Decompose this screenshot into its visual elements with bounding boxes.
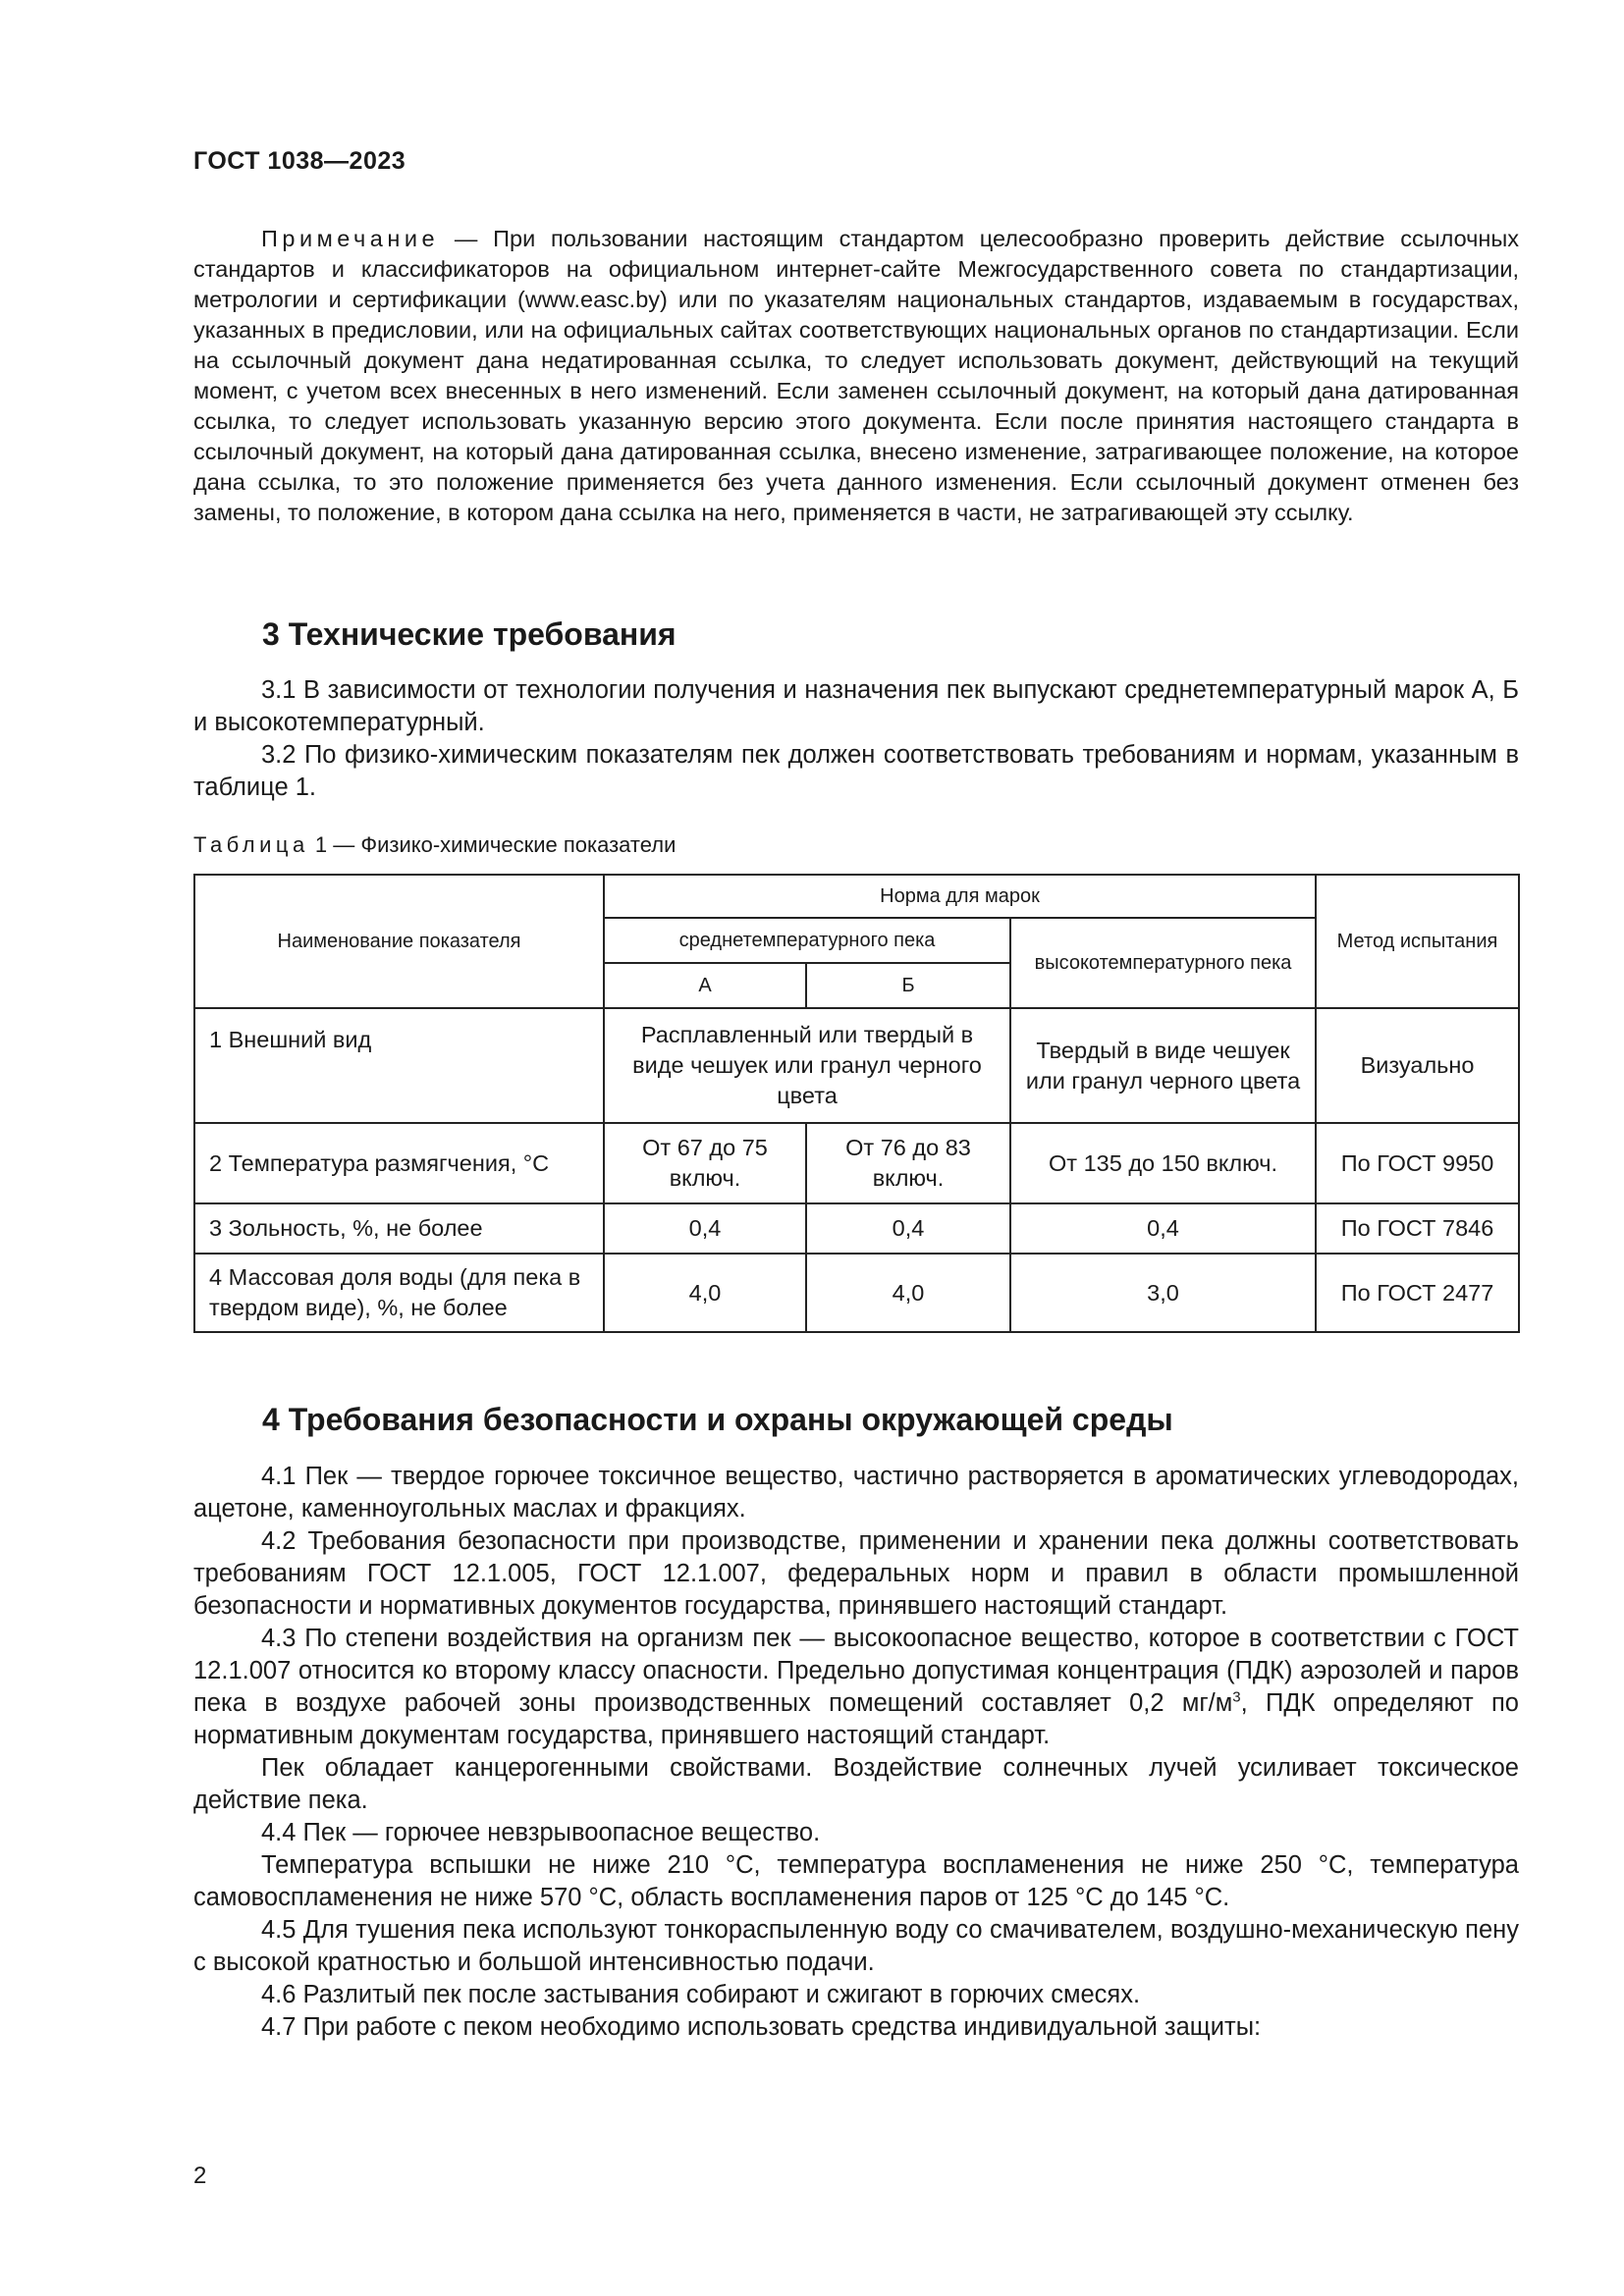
para-4-4-b: Температура вспышки не ниже 210 °С, температура воспламенения не ниже 250 °С, температура самовоспламенения не ниже 570 °С, область воспламенения паров от 125 °С до 145 °С.	[193, 1851, 1519, 1911]
doc-header: ГОСТ 1038—2023	[193, 147, 406, 175]
cell-name: 4 Массовая доля воды (для пека в твердом виде), %, не более	[194, 1254, 604, 1332]
cell-method: По ГОСТ 7846	[1316, 1203, 1519, 1254]
cell-b: 0,4	[806, 1203, 1010, 1254]
cell-method: По ГОСТ 2477	[1316, 1254, 1519, 1332]
cell-ab: Расплавленный или твердый в виде чешуек или гранул черного цвета	[604, 1008, 1010, 1123]
para-4-3-tail: , ПДК определяют по нормативным документам государства, принявшего настоящий стандарт.	[193, 1689, 1519, 1749]
para-4-3-text: 4.3 По степени воздействия на организм пек — высокоопасное вещество, которое в соответствии с ГОСТ 12.1.007 относится ко второму классу опасности. Предельно допустимая концентрация (ПДК) аэрозолей и паров пека в воздухе рабочей зоны производственных помещений составляет 0,2 мг/м	[193, 1625, 1519, 1717]
cell-name: 3 Зольность, %, не более	[194, 1203, 604, 1254]
table-row	[194, 1254, 1519, 1332]
para-4-1: 4.1 Пек — твердое горючее токсичное вещество, частично растворяется в ароматических углеводородах, ацетоне, каменноугольных маслах и фракциях.	[193, 1463, 1519, 1522]
cell-name: 2 Температура размягчения, °С	[194, 1123, 604, 1203]
para-4-3-b: Пек обладает канцерогенными свойствами. Воздействие солнечных лучей усиливает токсическое действие пека.	[193, 1754, 1519, 1814]
cell-a: 4,0	[604, 1254, 806, 1332]
para-4-2: 4.2 Требования безопасности при производстве, применении и хранении пека должны соответствовать требованиям ГОСТ 12.1.005, ГОСТ 12.1.007, федеральных норм и правил в области промышленной безопасности и нормативных документов государства, принявшего настоящий стандарт.	[193, 1527, 1519, 1620]
table-row	[194, 1123, 1519, 1203]
th-medium: среднетемпературного пека	[604, 918, 1010, 963]
th-grade-a: А	[604, 963, 806, 1008]
table-1	[193, 874, 1520, 1333]
reference-note	[193, 224, 1519, 528]
cell-high: От 135 до 150 включ.	[1010, 1123, 1316, 1203]
para-4-3	[193, 1623, 1519, 1752]
para-4-4: 4.4 Пек — горючее невзрывоопасное вещество.	[261, 1819, 821, 1846]
th-method: Метод испытания	[1316, 875, 1519, 1008]
caption-label: Таблица	[193, 832, 309, 857]
para-3-2: 3.2 По физико-химическим показателям пек должен соответствовать требованиям и нормам, указанным в таблице 1.	[193, 741, 1519, 801]
th-indicator: Наименование показателя	[194, 875, 604, 1008]
cell-b: От 76 до 83 включ.	[806, 1123, 1010, 1203]
cell-name: 1 Внешний вид	[194, 1008, 604, 1123]
page-number: 2	[193, 2163, 207, 2189]
para-4-5: 4.5 Для тушения пека используют тонкораспыленную воду со смачивателем, воздушно-механическую пену с высокой кратностью и большой интенсивностью подачи.	[193, 1916, 1519, 1976]
cell-high: Твердый в виде чешуек или гранул черного цвета	[1010, 1008, 1316, 1123]
table-row	[194, 1203, 1519, 1254]
table-1-caption	[193, 832, 676, 858]
para-4-7: 4.7 При работе с пеком необходимо использовать средства индивидуальной защиты:	[261, 2013, 1262, 2041]
note-label: Примечание	[261, 226, 440, 251]
cell-high: 3,0	[1010, 1254, 1316, 1332]
section-3-title: 3 Технические требования	[262, 616, 677, 652]
cell-method: По ГОСТ 9950	[1316, 1123, 1519, 1203]
th-high: высокотемпературного пека	[1010, 918, 1316, 1008]
superscript-3: 3	[1232, 1688, 1241, 1706]
caption-text: 1 — Физико-химические показатели	[308, 832, 677, 857]
note-text: — При пользовании настоящим стандартом целесообразно проверить действие ссылочных стандартов и классификаторов на официальном интернет-сайте Межгосударственного совета по стандартизации, метрологии и сертификации (www.easc.by) или по указателям национальных стандартов, издаваемым в государствах, указанных в предисловии, или на официальных сайтах соответствующих национальных органов по стандартизации. Если на ссылочный документ дана недатированная ссылка, то следует использовать документ, действующий на текущий момент, с учетом всех внесенных в него изменений. Если заменен ссылочный документ, на который дана датированная ссылка, то следует использовать указанную версию этого документа. Если после принятия настоящего стандарта в ссылочный документ, на который дана датированная ссылка, внесено изменение, затрагивающее положение, на которое дана ссылка, то это положение применяется без учета данного изменения. Если ссылочный документ отменен без замены, то положение, в котором дана ссылка на него, применяется в части, не затрагивающей эту ссылку.	[193, 226, 1519, 525]
table-row	[194, 1008, 1519, 1123]
cell-a: От 67 до 75 включ.	[604, 1123, 806, 1203]
th-norm-group: Норма для марок	[604, 875, 1316, 918]
cell-b: 4,0	[806, 1254, 1010, 1332]
th-grade-b: Б	[806, 963, 1010, 1008]
cell-a: 0,4	[604, 1203, 806, 1254]
para-3-1: 3.1 В зависимости от технологии получения и назначения пек выпускают среднетемпературный марок А, Б и высокотемпературный.	[193, 676, 1519, 736]
cell-method: Визуально	[1316, 1008, 1519, 1123]
para-4-6: 4.6 Разлитый пек после застывания собирают и сжигают в горючих смесях.	[261, 1981, 1141, 2008]
section-4-title: 4 Требования безопасности и охраны окружающей среды	[262, 1402, 1173, 1437]
cell-high: 0,4	[1010, 1203, 1316, 1254]
